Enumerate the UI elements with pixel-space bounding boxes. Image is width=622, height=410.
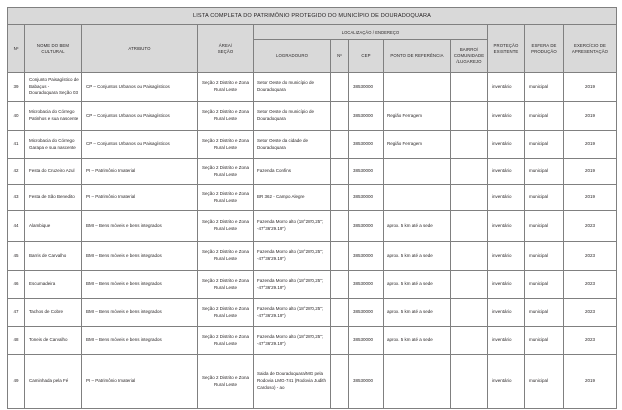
cell-logradouro: BR 362 - Campo Alegre (254, 185, 331, 211)
cell-logradouro: Fazenda Morro alto (18°28'0,25''; -47°36'29.19'') (254, 271, 331, 299)
cell-logradouro: Fazenda Morro alto (18°28'0,25''; -47°36'29.19'') (254, 211, 331, 242)
cell-exercicio: 2019 (564, 159, 617, 185)
column-header-esfera-line1: ESFERA DE (531, 42, 557, 48)
column-header-protecao-existente (488, 25, 525, 73)
cell-cep: 38530000 (349, 102, 384, 131)
cell-exercicio: 2023 (564, 327, 617, 355)
table-row (8, 299, 617, 327)
cell-esfera: municipal (525, 159, 564, 185)
cell-exercicio: 2019 (564, 185, 617, 211)
cell-nome: Caminhada pela Fé (25, 355, 82, 409)
column-header-esfera-producao (525, 25, 564, 73)
table-row (8, 271, 617, 299)
cell-numero (331, 185, 349, 211)
cell-exercicio: 2019 (564, 73, 617, 102)
cell-cep: 38530000 (349, 327, 384, 355)
cell-logradouro: Setor Oeste do município de Douradoquara (254, 102, 331, 131)
cell-protecao: inventário (488, 102, 525, 131)
cell-area-secao: Seção 2 Distrito e Zona Rural Leste (198, 271, 254, 299)
cell-protecao: inventário (488, 73, 525, 102)
cell-area-secao: Seção 2 Distrito e Zona Rural Leste (198, 327, 254, 355)
cell-nome: Festa do Cruzeiro Azul (25, 159, 82, 185)
cell-atributo: CP – Conjuntos Urbanos ou Paisagísticos (82, 131, 198, 159)
cell-atributo: BMI – Bens móveis e bens integrados (82, 271, 198, 299)
cell-numero (331, 271, 349, 299)
cell-esfera: municipal (525, 271, 564, 299)
cell-esfera: municipal (525, 327, 564, 355)
cell-esfera: municipal (525, 102, 564, 131)
cell-protecao: inventário (488, 211, 525, 242)
cell-numero (331, 102, 349, 131)
cell-logradouro: Setor Oeste do município de Douradoquara (254, 73, 331, 102)
column-header-numero: Nº (331, 40, 349, 73)
cell-cep: 38530000 (349, 159, 384, 185)
column-header-area-line1: ÁREA/ (218, 42, 233, 48)
cell-numero (331, 73, 349, 102)
column-group-header-localizacao-endereco: LOCALIZAÇÃO / ENDEREÇO (254, 25, 488, 40)
cell-esfera: municipal (525, 185, 564, 211)
cell-logradouro: Fazenda Confins (254, 159, 331, 185)
cell-nome: Tachos de Cobre (25, 299, 82, 327)
cell-ponto-referencia: Região Ferragem (384, 131, 451, 159)
cell-numero-ordem: 45 (8, 242, 25, 271)
column-header-logradouro: LOGRADOURO (254, 40, 331, 73)
cell-numero-ordem: 39 (8, 73, 25, 102)
cell-area-secao: Seção 2 Distrito e Zona Rural Leste (198, 73, 254, 102)
cell-ponto-referencia (384, 185, 451, 211)
cell-area-secao: Seção 2 Distrito e Zona Rural Leste (198, 131, 254, 159)
cell-protecao: inventário (488, 355, 525, 409)
cell-bairro (451, 242, 488, 271)
cell-esfera: municipal (525, 355, 564, 409)
cell-bairro (451, 131, 488, 159)
cell-esfera: municipal (525, 73, 564, 102)
column-header-bairro-line2: COMUNIDADE (453, 53, 485, 59)
table-row (8, 211, 617, 242)
table-row (8, 355, 617, 409)
cell-numero-ordem: 48 (8, 327, 25, 355)
cell-area-secao: Seção 2 Distrito e Zona Rural Leste (198, 242, 254, 271)
column-header-numero-ordem: Nº (8, 25, 25, 73)
cell-cep: 38530000 (349, 355, 384, 409)
cell-atributo: BMI – Bens móveis e bens integrados (82, 299, 198, 327)
column-header-protecao-line2: EXISTENTE (493, 48, 519, 54)
cell-protecao: inventário (488, 159, 525, 185)
table-row (8, 159, 617, 185)
table-body (8, 73, 617, 409)
cell-ponto-referencia: aprox. 5 km até a sede (384, 327, 451, 355)
column-header-bairro-line3: /LUGAREJO (456, 58, 482, 64)
cell-ponto-referencia (384, 159, 451, 185)
cell-atributo: BMI – Bens móveis e bens integrados (82, 327, 198, 355)
cell-protecao: inventário (488, 185, 525, 211)
cell-logradouro: Fazenda Morro alto (18°28'0,25''; -47°36'29.19'') (254, 327, 331, 355)
header-group-row (8, 25, 617, 40)
cell-bairro (451, 73, 488, 102)
column-header-area-line2: SEÇÃO (217, 48, 234, 54)
cell-logradouro: Setor Oeste da cidade de Douradoquara (254, 131, 331, 159)
table-row (8, 131, 617, 159)
cell-numero-ordem: 46 (8, 271, 25, 299)
cell-bairro (451, 102, 488, 131)
table-row (8, 102, 617, 131)
cell-atributo: CP – Conjuntos Urbanos ou Paisagísticos (82, 73, 198, 102)
cell-area-secao: Seção 2 Distrito e Zona Rural Leste (198, 299, 254, 327)
cell-nome: Toneis de Carvalho (25, 327, 82, 355)
cell-numero (331, 211, 349, 242)
cell-nome: Microbacia do Córrego Garapa e sua nascente (25, 131, 82, 159)
cell-cep: 38530000 (349, 271, 384, 299)
cell-area-secao: Seção 2 Distrito e Zona Rural Leste (198, 159, 254, 185)
cell-numero-ordem: 40 (8, 102, 25, 131)
cell-nome: Conjunto Paisagístico de Babaçus - Douradoquara Seção 03 (25, 73, 82, 102)
cell-esfera: municipal (525, 131, 564, 159)
cell-numero (331, 299, 349, 327)
cell-nome: Escumadeira (25, 271, 82, 299)
cell-esfera: municipal (525, 211, 564, 242)
cell-numero-ordem: 41 (8, 131, 25, 159)
cell-numero-ordem: 43 (8, 185, 25, 211)
column-header-ponto-referencia: PONTO DE REFERÊNCIA (384, 40, 451, 73)
cell-numero-ordem: 44 (8, 211, 25, 242)
cell-area-secao: Seção 2 Distrito e Zona Rural Leste (198, 211, 254, 242)
cell-ponto-referencia: aprox. 5 km até a sede (384, 271, 451, 299)
cell-exercicio: 2019 (564, 355, 617, 409)
cell-atributo: PI – Patrimônio Imaterial (82, 355, 198, 409)
cell-cep: 38530000 (349, 131, 384, 159)
column-header-bairro-comunidade-lugarejo (451, 40, 488, 73)
cell-exercicio: 2023 (564, 211, 617, 242)
cell-protecao: inventário (488, 327, 525, 355)
cell-esfera: municipal (525, 242, 564, 271)
page-title: LISTA COMPLETA DO PATRIMÔNIO PROTEGIDO DO MUNICÍPIO DE DOURADOQUARA (8, 8, 617, 25)
cell-bairro (451, 299, 488, 327)
table-row (8, 185, 617, 211)
cell-cep: 38530000 (349, 73, 384, 102)
cell-bairro (451, 211, 488, 242)
table-row (8, 327, 617, 355)
cell-area-secao: Seção 2 Distrito e Zona Rural Leste (198, 185, 254, 211)
cell-exercicio: 2019 (564, 131, 617, 159)
cell-numero (331, 131, 349, 159)
column-header-area-secao (198, 25, 254, 73)
cell-bairro (451, 355, 488, 409)
cell-logradouro: Fazenda Morro alto (18°28'0,25''; -47°36'29.19'') (254, 242, 331, 271)
cell-exercicio: 2019 (564, 102, 617, 131)
cell-bairro (451, 327, 488, 355)
cell-bairro (451, 185, 488, 211)
column-header-exercicio-line2: APRESENTAÇÃO (571, 48, 609, 54)
cell-logradouro: Saida de Douradoquara/MG pela Rodovia LMG-741 (Rodovia Judith Cardoso) - ao (254, 355, 331, 409)
cell-exercicio: 2023 (564, 299, 617, 327)
cell-ponto-referencia: aprox. 5 km até a sede (384, 242, 451, 271)
column-header-exercicio-apresentacao (564, 25, 617, 73)
cell-ponto-referencia: aprox. 5 km até a sede (384, 211, 451, 242)
cell-cep: 38530000 (349, 299, 384, 327)
table-header (8, 8, 617, 73)
cell-ponto-referencia: Região Ferragem (384, 102, 451, 131)
cell-atributo: PI – Patrimônio Imaterial (82, 159, 198, 185)
cell-protecao: inventário (488, 299, 525, 327)
heritage-inventory-table (7, 7, 617, 409)
cell-area-secao: Seção 2 Distrito e Zona Rural Leste (198, 355, 254, 409)
cell-numero-ordem: 47 (8, 299, 25, 327)
title-row (8, 8, 617, 25)
table-row (8, 242, 617, 271)
table-row (8, 73, 617, 102)
column-header-protecao-line1: PROTEÇÃO (493, 42, 519, 48)
cell-atributo: BMI – Bens móveis e bens integrados (82, 242, 198, 271)
cell-protecao: inventário (488, 271, 525, 299)
cell-ponto-referencia (384, 355, 451, 409)
cell-ponto-referencia: aprox. 5 km até a sede (384, 299, 451, 327)
cell-protecao: inventário (488, 131, 525, 159)
cell-area-secao: Seção 2 Distrito e Zona Rural Leste (198, 102, 254, 131)
cell-numero (331, 159, 349, 185)
cell-cep: 38530000 (349, 185, 384, 211)
cell-numero-ordem: 42 (8, 159, 25, 185)
cell-numero (331, 355, 349, 409)
cell-numero (331, 327, 349, 355)
cell-logradouro: Fazenda Morro alto (18°28'0,25''; -47°36'29.19'') (254, 299, 331, 327)
cell-nome: Alambique (25, 211, 82, 242)
cell-nome: Barris de Carvalho (25, 242, 82, 271)
cell-ponto-referencia (384, 73, 451, 102)
cell-exercicio: 2023 (564, 271, 617, 299)
column-header-cep: CEP (349, 40, 384, 73)
cell-bairro (451, 271, 488, 299)
cell-atributo: PI – Patrimônio Imaterial (82, 185, 198, 211)
cell-cep: 38530000 (349, 211, 384, 242)
cell-exercicio: 2023 (564, 242, 617, 271)
cell-protecao: inventário (488, 242, 525, 271)
cell-numero (331, 242, 349, 271)
column-header-nome-bem-cultural: NOME DO BEM CULTURAL (25, 25, 82, 73)
cell-nome: Microbacia do Córrego Patinhos e sua nascente (25, 102, 82, 131)
column-header-bairro-line1: BAIRRO/ (459, 47, 479, 53)
cell-nome: Festa de São Benedito (25, 185, 82, 211)
cell-esfera: municipal (525, 299, 564, 327)
column-header-atributo: ATRIBUTO (82, 25, 198, 73)
cell-atributo: CP – Conjuntos Urbanos ou Paisagísticos (82, 102, 198, 131)
cell-bairro (451, 159, 488, 185)
cell-cep: 38530000 (349, 242, 384, 271)
column-header-esfera-line2: PRODUÇÃO (531, 48, 557, 54)
column-header-exercicio-line1: EXERCÍCIO DE (574, 42, 606, 48)
cell-numero-ordem: 49 (8, 355, 25, 409)
cell-atributo: BMI – Bens móveis e bens integrados (82, 211, 198, 242)
